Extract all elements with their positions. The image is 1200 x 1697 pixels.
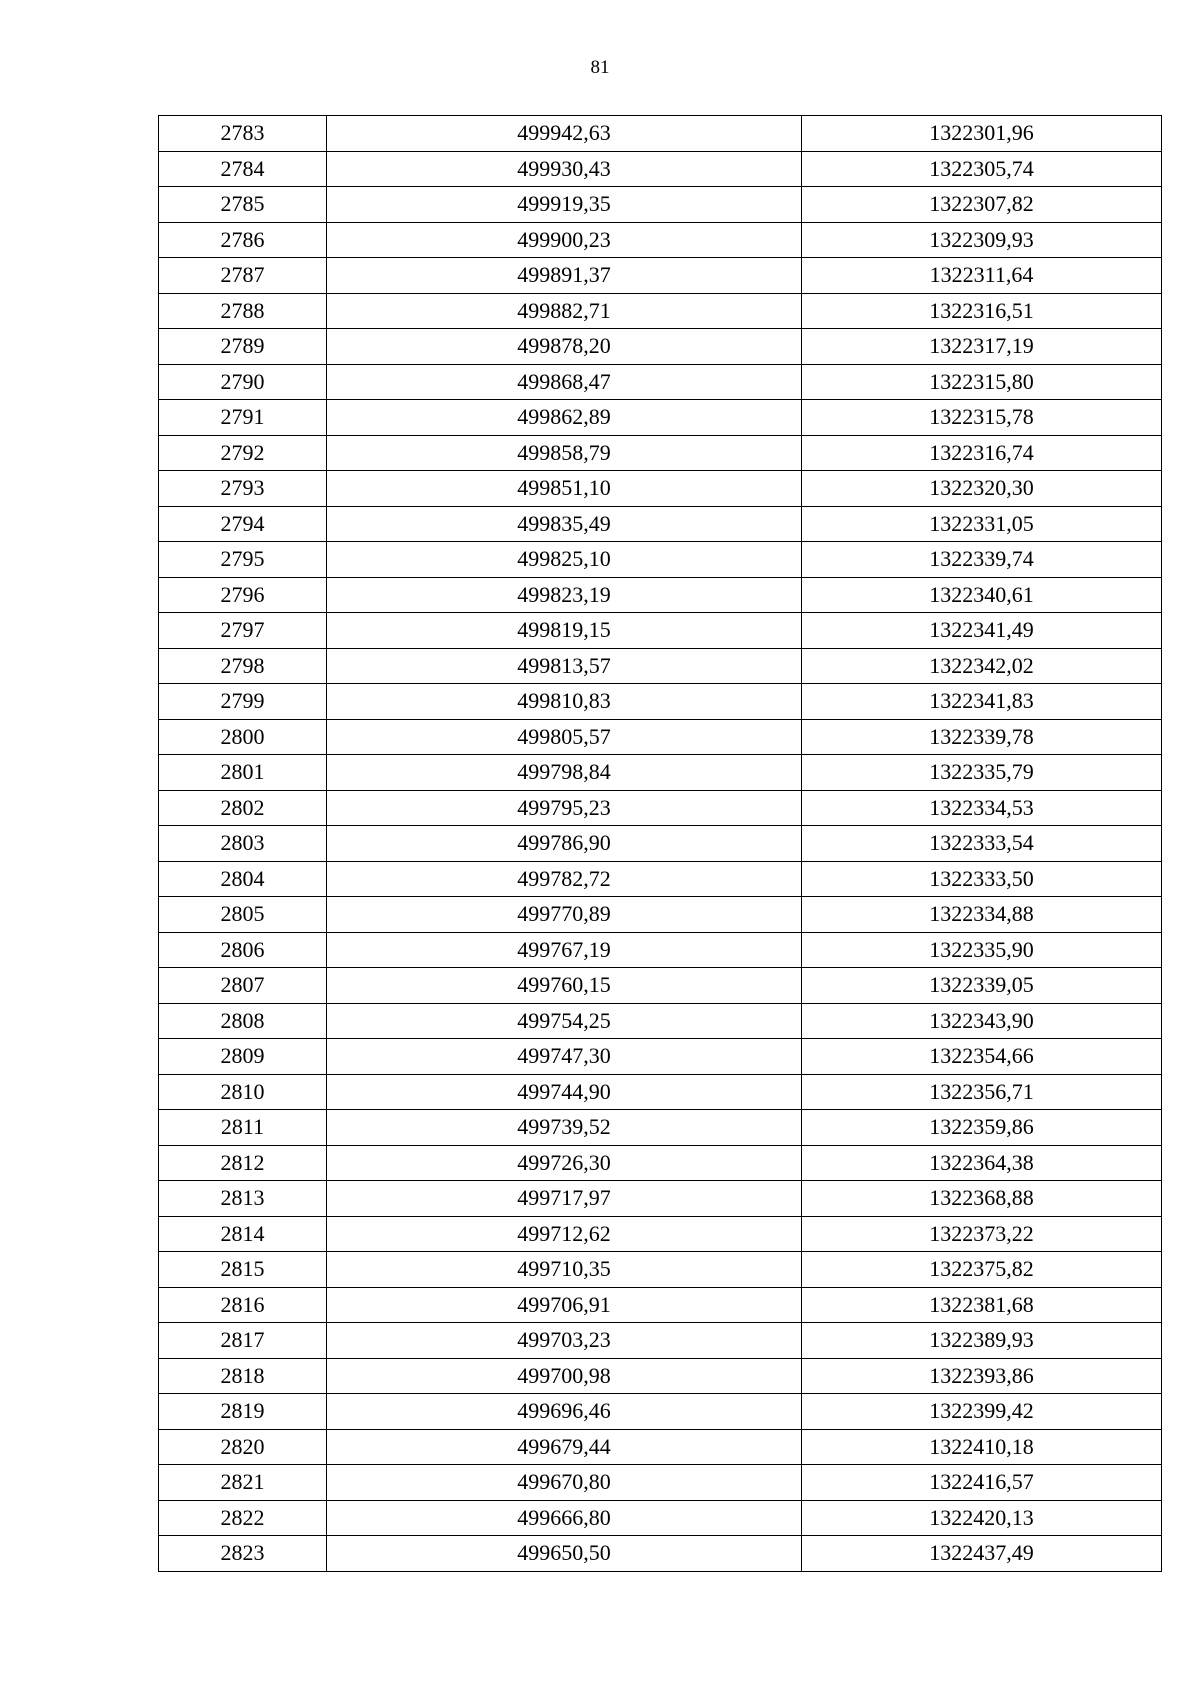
y-coordinate-cell: 1322305,74 bbox=[802, 151, 1162, 187]
y-coordinate-cell: 1322343,90 bbox=[802, 1003, 1162, 1039]
x-coordinate-cell: 499942,63 bbox=[327, 116, 802, 152]
table-row bbox=[159, 506, 1162, 542]
table-row bbox=[159, 1287, 1162, 1323]
point-number-cell: 2806 bbox=[159, 932, 327, 968]
x-coordinate-cell: 499810,83 bbox=[327, 684, 802, 720]
y-coordinate-cell: 1322340,61 bbox=[802, 577, 1162, 613]
x-coordinate-cell: 499706,91 bbox=[327, 1287, 802, 1323]
y-coordinate-cell: 1322333,50 bbox=[802, 861, 1162, 897]
x-coordinate-cell: 499717,97 bbox=[327, 1181, 802, 1217]
x-coordinate-cell: 499835,49 bbox=[327, 506, 802, 542]
point-number-cell: 2798 bbox=[159, 648, 327, 684]
table-row bbox=[159, 1429, 1162, 1465]
table-row bbox=[159, 613, 1162, 649]
point-number-cell: 2807 bbox=[159, 968, 327, 1004]
table-row bbox=[159, 1252, 1162, 1288]
y-coordinate-cell: 1322334,88 bbox=[802, 897, 1162, 933]
y-coordinate-cell: 1322315,80 bbox=[802, 364, 1162, 400]
table-row bbox=[159, 471, 1162, 507]
x-coordinate-cell: 499858,79 bbox=[327, 435, 802, 471]
y-coordinate-cell: 1322317,19 bbox=[802, 329, 1162, 365]
y-coordinate-cell: 1322389,93 bbox=[802, 1323, 1162, 1359]
y-coordinate-cell: 1322416,57 bbox=[802, 1465, 1162, 1501]
table-row bbox=[159, 293, 1162, 329]
x-coordinate-cell: 499900,23 bbox=[327, 222, 802, 258]
y-coordinate-cell: 1322342,02 bbox=[802, 648, 1162, 684]
table-row bbox=[159, 151, 1162, 187]
y-coordinate-cell: 1322315,78 bbox=[802, 400, 1162, 436]
y-coordinate-cell: 1322339,74 bbox=[802, 542, 1162, 578]
point-number-cell: 2783 bbox=[159, 116, 327, 152]
x-coordinate-cell: 499786,90 bbox=[327, 826, 802, 862]
table-row bbox=[159, 1465, 1162, 1501]
table-row bbox=[159, 222, 1162, 258]
point-number-cell: 2803 bbox=[159, 826, 327, 862]
point-number-cell: 2822 bbox=[159, 1500, 327, 1536]
y-coordinate-cell: 1322364,38 bbox=[802, 1145, 1162, 1181]
table-row bbox=[159, 577, 1162, 613]
x-coordinate-cell: 499700,98 bbox=[327, 1358, 802, 1394]
point-number-cell: 2810 bbox=[159, 1074, 327, 1110]
x-coordinate-cell: 499891,37 bbox=[327, 258, 802, 294]
table-row bbox=[159, 1394, 1162, 1430]
table-row bbox=[159, 648, 1162, 684]
point-number-cell: 2799 bbox=[159, 684, 327, 720]
x-coordinate-cell: 499703,23 bbox=[327, 1323, 802, 1359]
x-coordinate-cell: 499919,35 bbox=[327, 187, 802, 223]
x-coordinate-cell: 499851,10 bbox=[327, 471, 802, 507]
x-coordinate-cell: 499798,84 bbox=[327, 755, 802, 791]
point-number-cell: 2816 bbox=[159, 1287, 327, 1323]
point-number-cell: 2785 bbox=[159, 187, 327, 223]
x-coordinate-cell: 499670,80 bbox=[327, 1465, 802, 1501]
table-row bbox=[159, 116, 1162, 152]
y-coordinate-cell: 1322339,78 bbox=[802, 719, 1162, 755]
point-number-cell: 2808 bbox=[159, 1003, 327, 1039]
x-coordinate-cell: 499767,19 bbox=[327, 932, 802, 968]
point-number-cell: 2794 bbox=[159, 506, 327, 542]
x-coordinate-cell: 499868,47 bbox=[327, 364, 802, 400]
table-row bbox=[159, 364, 1162, 400]
point-number-cell: 2821 bbox=[159, 1465, 327, 1501]
table-row bbox=[159, 897, 1162, 933]
x-coordinate-cell: 499882,71 bbox=[327, 293, 802, 329]
y-coordinate-cell: 1322335,90 bbox=[802, 932, 1162, 968]
table-row bbox=[159, 684, 1162, 720]
y-coordinate-cell: 1322437,49 bbox=[802, 1536, 1162, 1572]
point-number-cell: 2811 bbox=[159, 1110, 327, 1146]
point-number-cell: 2787 bbox=[159, 258, 327, 294]
x-coordinate-cell: 499878,20 bbox=[327, 329, 802, 365]
y-coordinate-cell: 1322354,66 bbox=[802, 1039, 1162, 1075]
x-coordinate-cell: 499666,80 bbox=[327, 1500, 802, 1536]
point-number-cell: 2786 bbox=[159, 222, 327, 258]
point-number-cell: 2792 bbox=[159, 435, 327, 471]
table-row bbox=[159, 1323, 1162, 1359]
point-number-cell: 2795 bbox=[159, 542, 327, 578]
table-row bbox=[159, 1536, 1162, 1572]
y-coordinate-cell: 1322307,82 bbox=[802, 187, 1162, 223]
x-coordinate-cell: 499679,44 bbox=[327, 1429, 802, 1465]
y-coordinate-cell: 1322316,74 bbox=[802, 435, 1162, 471]
table-row bbox=[159, 1216, 1162, 1252]
table-row bbox=[159, 932, 1162, 968]
y-coordinate-cell: 1322334,53 bbox=[802, 790, 1162, 826]
x-coordinate-cell: 499754,25 bbox=[327, 1003, 802, 1039]
y-coordinate-cell: 1322341,83 bbox=[802, 684, 1162, 720]
point-number-cell: 2820 bbox=[159, 1429, 327, 1465]
point-number-cell: 2823 bbox=[159, 1536, 327, 1572]
point-number-cell: 2793 bbox=[159, 471, 327, 507]
y-coordinate-cell: 1322373,22 bbox=[802, 1216, 1162, 1252]
table-row bbox=[159, 435, 1162, 471]
point-number-cell: 2790 bbox=[159, 364, 327, 400]
table-row bbox=[159, 187, 1162, 223]
point-number-cell: 2789 bbox=[159, 329, 327, 365]
x-coordinate-cell: 499819,15 bbox=[327, 613, 802, 649]
x-coordinate-cell: 499726,30 bbox=[327, 1145, 802, 1181]
x-coordinate-cell: 499782,72 bbox=[327, 861, 802, 897]
point-number-cell: 2813 bbox=[159, 1181, 327, 1217]
y-coordinate-cell: 1322410,18 bbox=[802, 1429, 1162, 1465]
point-number-cell: 2791 bbox=[159, 400, 327, 436]
x-coordinate-cell: 499739,52 bbox=[327, 1110, 802, 1146]
y-coordinate-cell: 1322420,13 bbox=[802, 1500, 1162, 1536]
x-coordinate-cell: 499930,43 bbox=[327, 151, 802, 187]
point-number-cell: 2818 bbox=[159, 1358, 327, 1394]
x-coordinate-cell: 499712,62 bbox=[327, 1216, 802, 1252]
y-coordinate-cell: 1322399,42 bbox=[802, 1394, 1162, 1430]
table-row bbox=[159, 258, 1162, 294]
point-number-cell: 2796 bbox=[159, 577, 327, 613]
table-row bbox=[159, 542, 1162, 578]
point-number-cell: 2817 bbox=[159, 1323, 327, 1359]
y-coordinate-cell: 1322341,49 bbox=[802, 613, 1162, 649]
table-row bbox=[159, 826, 1162, 862]
y-coordinate-cell: 1322393,86 bbox=[802, 1358, 1162, 1394]
point-number-cell: 2815 bbox=[159, 1252, 327, 1288]
coordinates-table-body bbox=[159, 116, 1162, 1572]
y-coordinate-cell: 1322368,88 bbox=[802, 1181, 1162, 1217]
y-coordinate-cell: 1322339,05 bbox=[802, 968, 1162, 1004]
point-number-cell: 2797 bbox=[159, 613, 327, 649]
x-coordinate-cell: 499823,19 bbox=[327, 577, 802, 613]
point-number-cell: 2812 bbox=[159, 1145, 327, 1181]
table-row bbox=[159, 1181, 1162, 1217]
y-coordinate-cell: 1322309,93 bbox=[802, 222, 1162, 258]
y-coordinate-cell: 1322301,96 bbox=[802, 116, 1162, 152]
x-coordinate-cell: 499744,90 bbox=[327, 1074, 802, 1110]
x-coordinate-cell: 499813,57 bbox=[327, 648, 802, 684]
x-coordinate-cell: 499862,89 bbox=[327, 400, 802, 436]
y-coordinate-cell: 1322356,71 bbox=[802, 1074, 1162, 1110]
point-number-cell: 2788 bbox=[159, 293, 327, 329]
x-coordinate-cell: 499805,57 bbox=[327, 719, 802, 755]
point-number-cell: 2805 bbox=[159, 897, 327, 933]
point-number-cell: 2809 bbox=[159, 1039, 327, 1075]
point-number-cell: 2804 bbox=[159, 861, 327, 897]
y-coordinate-cell: 1322335,79 bbox=[802, 755, 1162, 791]
y-coordinate-cell: 1322375,82 bbox=[802, 1252, 1162, 1288]
x-coordinate-cell: 499747,30 bbox=[327, 1039, 802, 1075]
page-number: 81 bbox=[590, 57, 610, 78]
table-row bbox=[159, 1358, 1162, 1394]
point-number-cell: 2784 bbox=[159, 151, 327, 187]
table-row bbox=[159, 1039, 1162, 1075]
y-coordinate-cell: 1322381,68 bbox=[802, 1287, 1162, 1323]
table-row bbox=[159, 1074, 1162, 1110]
x-coordinate-cell: 499760,15 bbox=[327, 968, 802, 1004]
y-coordinate-cell: 1322359,86 bbox=[802, 1110, 1162, 1146]
x-coordinate-cell: 499795,23 bbox=[327, 790, 802, 826]
table-row bbox=[159, 790, 1162, 826]
point-number-cell: 2800 bbox=[159, 719, 327, 755]
x-coordinate-cell: 499710,35 bbox=[327, 1252, 802, 1288]
y-coordinate-cell: 1322316,51 bbox=[802, 293, 1162, 329]
x-coordinate-cell: 499650,50 bbox=[327, 1536, 802, 1572]
table-row bbox=[159, 968, 1162, 1004]
y-coordinate-cell: 1322331,05 bbox=[802, 506, 1162, 542]
x-coordinate-cell: 499770,89 bbox=[327, 897, 802, 933]
table-row bbox=[159, 1145, 1162, 1181]
table-row bbox=[159, 329, 1162, 365]
y-coordinate-cell: 1322320,30 bbox=[802, 471, 1162, 507]
table-row bbox=[159, 755, 1162, 791]
y-coordinate-cell: 1322311,64 bbox=[802, 258, 1162, 294]
point-number-cell: 2814 bbox=[159, 1216, 327, 1252]
table-row bbox=[159, 1110, 1162, 1146]
coordinates-table bbox=[158, 115, 1162, 1572]
point-number-cell: 2801 bbox=[159, 755, 327, 791]
point-number-cell: 2802 bbox=[159, 790, 327, 826]
y-coordinate-cell: 1322333,54 bbox=[802, 826, 1162, 862]
table-row bbox=[159, 1003, 1162, 1039]
table-row bbox=[159, 861, 1162, 897]
point-number-cell: 2819 bbox=[159, 1394, 327, 1430]
x-coordinate-cell: 499825,10 bbox=[327, 542, 802, 578]
x-coordinate-cell: 499696,46 bbox=[327, 1394, 802, 1430]
table-row bbox=[159, 400, 1162, 436]
table-row bbox=[159, 719, 1162, 755]
table-row bbox=[159, 1500, 1162, 1536]
